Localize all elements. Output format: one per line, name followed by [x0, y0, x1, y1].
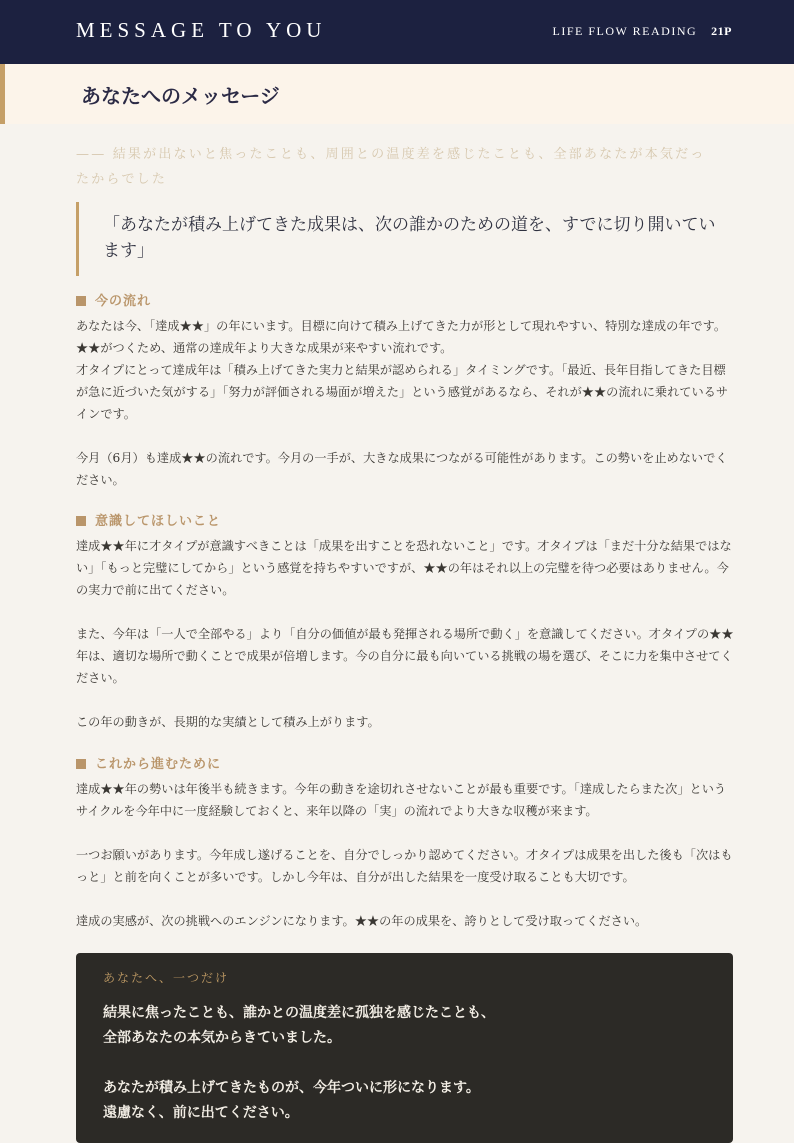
paragraph: 一つお願いがあります。今年成し遂げることを、自分でしっかり認めてください。才タイプは成果を出した後も「次はもっと」と前を向くことが多いです。しかし今年は、自分が出した結果を一度受け取ることも大切です。: [76, 848, 733, 884]
paragraph: 才タイプにとって達成年は「積み上げてきた実力と結果が認められる」タイミングです。「最近、長年目指してきた目標が急に近づいた気がする」「努力が評価される場面が増えた」という感覚があるなら、それが★★の流れに乗れているサインです。: [76, 363, 729, 421]
section-heading-moving-forward: [76, 753, 221, 772]
paragraph: あなたは今、「達成★★」の年にいます。目標に向けて積み上げてきた力が形として現れやすい、特別な達成の年です。★★がつくため、通常の達成年より大きな成果が来やすい流れです。: [76, 319, 727, 355]
message-card: [76, 953, 733, 1143]
card-label: あなたへ、一つだけ: [103, 971, 230, 985]
section-heading-label: 意識してほしいこと: [95, 514, 222, 529]
section-heading-current-flow: [76, 290, 151, 309]
square-bullet-icon: [76, 296, 86, 306]
card-line: 遠慮なく、前に出てください。: [103, 1105, 299, 1121]
paragraph: 達成の実感が、次の挑戦へのエンジンになります。★★の年の成果を、誇りとして受け取ってください。: [76, 914, 648, 928]
title-bar: [0, 64, 794, 124]
section-body-moving-forward: [76, 778, 736, 932]
square-bullet-icon: [76, 759, 86, 769]
paragraph: また、今年は「一人で全部やる」より「自分の価値が最も発揮される場所で動く」を意識してください。才タイプの★★年は、適切な場所で動くことで成果が倍増します。今の自分に最も向いている挑戦の場を選び、そこに力を集中させてください。: [76, 627, 734, 685]
header-title: MESSAGE TO YOU: [76, 18, 327, 42]
header-subtitle: LIFE FLOW READING: [552, 24, 698, 38]
header-meta: [553, 24, 732, 39]
card-line: 結果に焦ったことも、誰かとの温度差に孤独を感じたことも、: [103, 1005, 495, 1021]
card-message: [103, 1001, 703, 1126]
section-heading-label: これから進むために: [95, 757, 222, 772]
page-title: あなたへのメッセージ: [81, 84, 280, 108]
paragraph: 今月（6月）も達成★★の流れです。今月の一手が、大きな成果につながる可能性があります。この勢いを止めないでください。: [76, 451, 728, 487]
card-line: あなたが積み上げてきたものが、今年ついに形になります。: [103, 1080, 480, 1096]
card-line: 全部あなたの本気からきていました。: [103, 1030, 341, 1046]
lead-text: —— 結果が出ないと焦ったことも、周囲との温度差を感じたことも、全部あなたが本気だったからでした: [76, 147, 706, 187]
section-heading-label: 今の流れ: [95, 294, 152, 309]
page-header: [0, 0, 794, 64]
pull-quote-text: 「あなたが積み上げてきた成果は、次の誰かのための道を、すでに切り開いています」: [103, 215, 716, 261]
square-bullet-icon: [76, 516, 86, 526]
section-body-mindset: [76, 535, 736, 733]
section-body-current-flow: [76, 315, 736, 491]
page-number: 21P: [711, 24, 732, 38]
paragraph: この年の動きが、長期的な実績として積み上がります。: [76, 715, 380, 729]
paragraph: 達成★★年の勢いは年後半も続きます。今年の動きを途切れさせないことが最も重要です。「達成したらまた次」というサイクルを今年中に一度経験しておくと、来年以降の「実」の流れでより大きな収穫が来ます。: [76, 782, 727, 818]
paragraph: 達成★★年に才タイプが意識すべきことは「成果を出すことを恐れないこと」です。才タイプは「まだ十分な結果ではない」「もっと完璧にしてから」という感覚を持ちやすいですが、★★の年はそれ以上の完璧を待つ必要はありません。今の実力で前に出てください。: [76, 539, 732, 597]
pull-quote: [76, 202, 716, 276]
section-heading-mindset: [76, 510, 221, 529]
